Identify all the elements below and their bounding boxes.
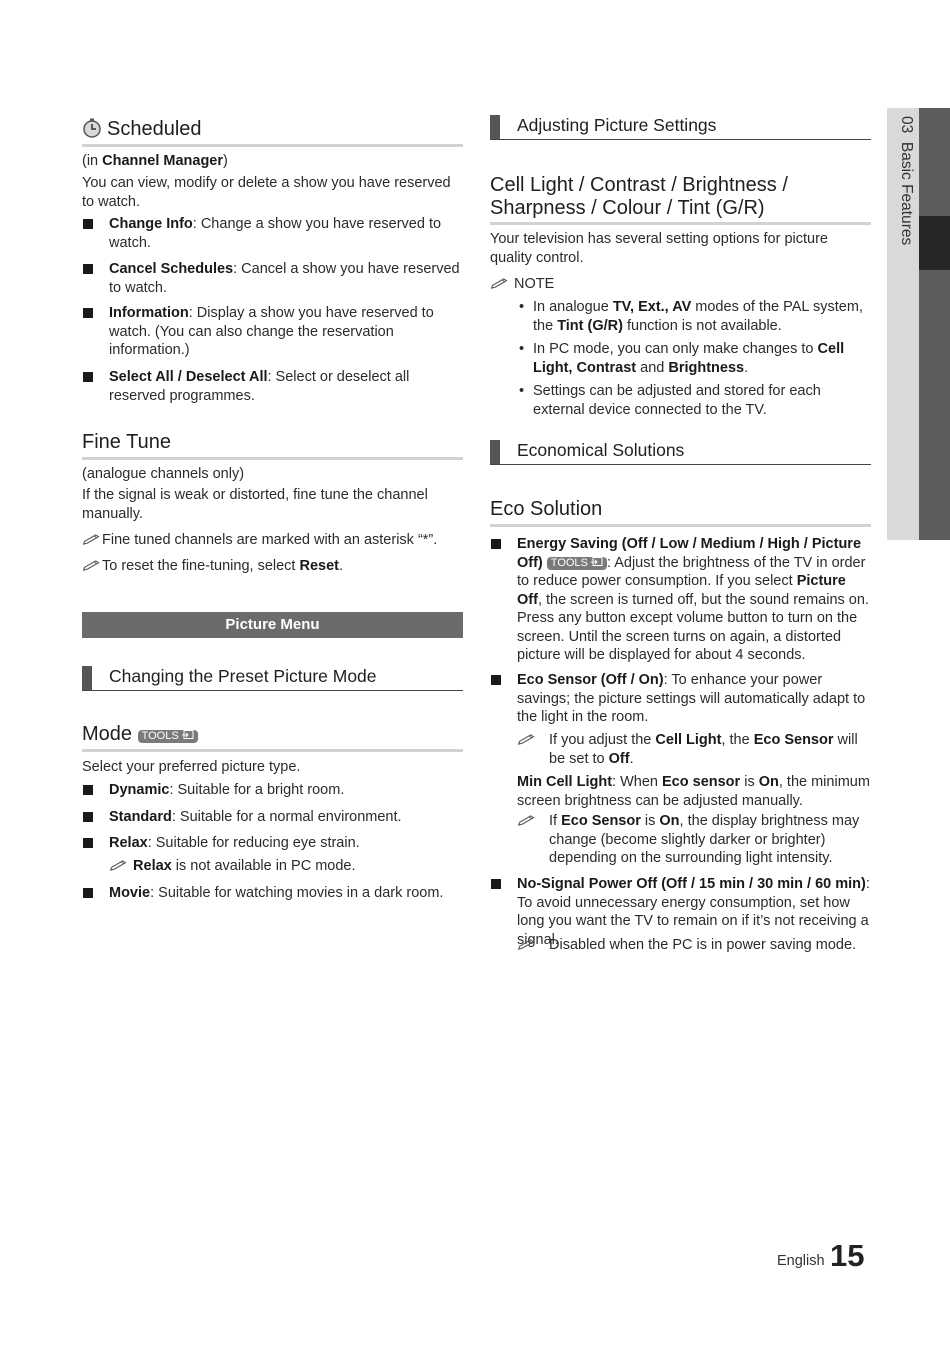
note-pencil-icon <box>517 733 537 745</box>
note-pencil-icon <box>517 814 537 826</box>
eco-solution-title: Eco Solution <box>490 498 871 527</box>
note-label: NOTE <box>490 275 554 294</box>
note-pencil-icon <box>517 938 537 950</box>
list-item: Information: Display a show you have reserved to watch. (You can also change the reservation information.) <box>82 304 463 360</box>
clock-icon <box>82 118 102 138</box>
fine-tune-note-2: To reset the fine-tuning, select Reset. <box>82 557 343 576</box>
scheduled-context: (in Channel Manager) <box>82 153 228 169</box>
chapter-number: 03 <box>898 116 915 134</box>
list-item: Standard: Suitable for a normal environment. <box>82 808 463 827</box>
list-item: Energy Saving (Off / Low / Medium / High / Picture Off) TOOLS : Adjust the brightness of the TV in order to reduce power consumption. If you select Picture Off, the screen is turned off, but the sound remains on. Press any button except volume button to turn on the screen. Until the screen turns on again, a distorted picture will be displayed for about 4 seconds. <box>490 535 871 665</box>
mode-title: Mode TOOLS <box>82 723 463 752</box>
footer-language: English <box>777 1253 825 1269</box>
note-pencil-icon <box>109 859 129 871</box>
scheduled-intro: You can view, modify or delete a show you have reserved to watch. <box>82 175 451 210</box>
page-edge-strip <box>919 108 950 540</box>
list-item: Change Info: Change a show you have reserved to watch. <box>82 215 463 252</box>
cell-light-intro: Your television has several setting options for picture quality control. <box>490 231 828 266</box>
note-pencil-icon <box>82 533 102 545</box>
tools-icon <box>182 730 194 740</box>
list-item: Dynamic: Suitable for a bright room. <box>82 781 463 800</box>
scheduled-title <box>82 118 463 147</box>
scheduled-title-text: Scheduled <box>107 118 202 140</box>
tools-badge: TOOLS <box>138 730 198 743</box>
adjust-picture-heading: Adjusting Picture Settings <box>490 115 871 140</box>
list-item: Movie: Suitable for watching movies in a dark room. <box>82 884 463 903</box>
min-cell-light-note: If Eco Sensor is On, the display brightness may change (become slightly darker or brighter) depending on the surrounding light intensity. <box>517 812 871 868</box>
tools-badge: TOOLS <box>547 557 607 570</box>
note-item: • Settings can be adjusted and stored for each external device connected to the TV. <box>519 383 821 418</box>
fine-tune-note-1: Fine tuned channels are marked with an asterisk “*”. <box>82 531 437 550</box>
page-edge-marker <box>919 216 950 270</box>
note-item: • In PC mode, you can only make changes to Cell Light, Contrast and Brightness. <box>519 341 845 376</box>
eco-sensor-note: If you adjust the Cell Light, the Eco Sensor will be set to Off. <box>517 731 871 768</box>
relax-note: Relax is not available in PC mode. <box>109 857 356 876</box>
fine-tune-title: Fine Tune <box>82 431 463 460</box>
fine-tune-intro: If the signal is weak or distorted, fine tune the channel manually. <box>82 487 428 522</box>
note-pencil-icon <box>82 559 102 571</box>
list-item: No-Signal Power Off (Off / 15 min / 30 min / 60 min): To avoid unnecessary energy consumption, set how long you want the TV to remain on if it’s not receiving a signal. <box>490 875 874 949</box>
note-item: • In analogue TV, Ext., AV modes of the PAL system, the Tint (G/R) function is not available. <box>519 299 863 334</box>
picture-menu-band: Picture Menu <box>82 612 463 638</box>
mode-intro: Select your preferred picture type. <box>82 759 301 775</box>
chapter-title: Basic Features <box>898 141 915 246</box>
fine-tune-context: (analogue channels only) <box>82 466 245 482</box>
list-item: Cancel Schedules: Cancel a show you have reserved to watch. <box>82 260 463 297</box>
list-item: Eco Sensor (Off / On): To enhance your power savings; the picture settings will automatically adapt to the light in the room. <box>490 671 871 727</box>
chapter-tab-label <box>897 116 915 245</box>
preset-picture-heading: Changing the Preset Picture Mode <box>82 666 463 691</box>
list-item: Relax: Suitable for reducing eye strain. <box>82 834 463 853</box>
no-signal-note: Disabled when the PC is in power saving mode. <box>517 936 871 955</box>
page-number: 15 <box>830 1238 865 1273</box>
note-pencil-icon <box>490 277 510 289</box>
economical-solutions-heading: Economical Solutions <box>490 440 871 465</box>
list-item: Select All / Deselect All: Select or deselect all reserved programmes. <box>82 368 463 405</box>
min-cell-light: Min Cell Light: When Eco sensor is On, the minimum screen brightness can be adjusted manually. <box>517 774 870 809</box>
cell-light-title: Cell Light / Contrast / Brightness / Sharpness / Colour / Tint (G/R) <box>490 174 871 225</box>
tools-icon <box>591 557 603 567</box>
